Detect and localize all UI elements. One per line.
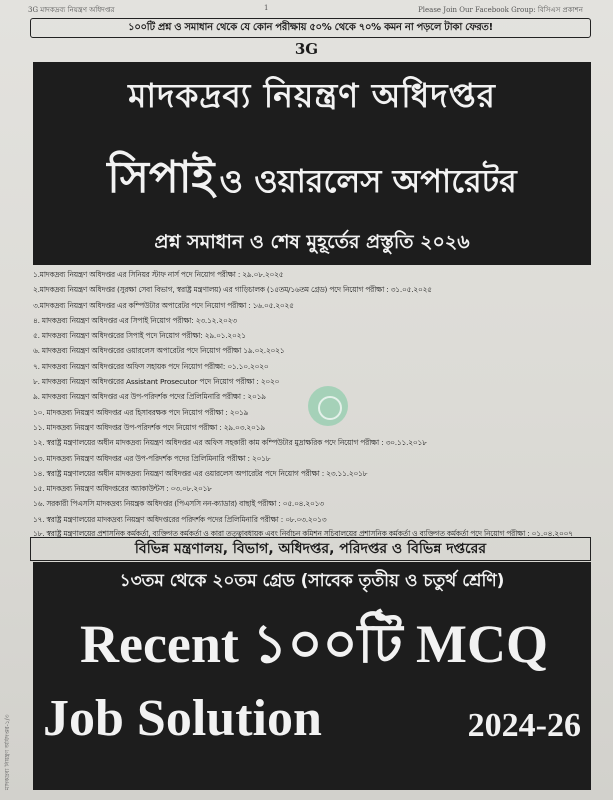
list-item: ১৩. মাদকদ্রব্য নিয়ন্ত্রণ অধিদপ্তর এর উপ-পরিদর্শক পদের প্রিলিমিনারি পরীক্ষা : ২০১৮	[33, 453, 271, 463]
ministries-line: বিভিন্ন মন্ত্রণালয়, বিভাগ, অধিদপ্তর, পরিদপ্তর ও বিভিন্ন দপ্তরের	[30, 537, 591, 561]
page-header	[28, 4, 583, 16]
list-item: ১৮. স্বরাষ্ট্র মন্ত্রণালয়ের প্রশাসনিক কর্মকর্তা, ব্যক্তিগত কর্মকর্তা ও কারা তত্ত্বাবধায়ক এবং নির্বাচন কমিশন সচিবালয়ের প্রশাসনিক কর্মকর্তা ও ব্যক্তিগত কর্মকর্তা পদে নিয়োগ পরীক্ষা : ০১.০৪.২০০৭	[33, 529, 573, 539]
list-item: ১২. স্বরাষ্ট্র মন্ত্রণালয়ের অধীন মাদকদ্রব্য নিয়ন্ত্রণ অধিদপ্তর এর অফিস সহকারী কাম কম্পিউটার মুদ্রাক্ষরিক পদে নিয়োগ পরীক্ষা : ৩০.১১.২০১৮	[33, 438, 427, 448]
list-item: ৪. মাদকদ্রব্য নিয়ন্ত্রণ অধিদপ্তর এর সিপাই নিয়োগ পরীক্ষা: ২৩.১২.২০২৩	[33, 315, 237, 325]
list-item: ১৬. সরকারী পিএসসি মাদকদ্রব্য নিয়ন্ত্রক অধিদপ্তর (পিএসসি নন-ক্যাডার) বাছাই পরীক্ষা : ০৫.০৪.২০১৩	[33, 499, 324, 509]
list-item: ৬. মাদকদ্রব্য নিয়ন্ত্রণ অধিদপ্তরের ওয়ারলেস অপারেটর পদে নিয়োগ পরীক্ষা ১৯.০২.২০২১	[33, 346, 285, 356]
header-left: 3G মাদকদ্রব্য নিয়ন্ত্রণ অধিদপ্তর	[28, 6, 115, 14]
title-posts	[33, 144, 591, 217]
list-item: ৩.মাদকদ্রব্য নিয়ন্ত্রণ অধিদপ্তর এর কম্পিউটার অপারেটর পদে নিয়োগ পরীক্ষা : ১৬.০৫.২০২৫	[33, 300, 294, 310]
header-right: Please Join Our Facebook Group: বিসিএস প্রকাশন	[418, 6, 583, 14]
page-number: 1	[264, 4, 269, 12]
money-back-notice: ১০০টি প্রশ্ন ও সমাধান থেকে যে কোন পরীক্ষায় ৫০% থেকে ৭০% কমন না পড়লে টাকা ফেরত!	[30, 18, 591, 38]
watermark-stamp	[308, 386, 348, 426]
job-solution-heading: Job Solution	[43, 690, 322, 747]
title-post-wireless: ও ওয়ারলেস অপারেটর	[219, 162, 517, 200]
list-item: ৯. মাদকদ্রব্য নিয়ন্ত্রণ অধিদপ্তর এর উপ-পরিদর্শক পদের প্রিলিমিনারি পরীক্ষা : ২০১৯	[33, 392, 266, 402]
list-item: ১.মাদকদ্রব্য নিয়ন্ত্রণ অধিদপ্তর এর সিনিয়র স্টাফ নার্স পদে নিয়োগ পরীক্ষা : ২৯.০৮.২০২৫	[33, 270, 284, 279]
title-banner	[33, 62, 591, 265]
year-range: 2024-26	[467, 707, 581, 744]
list-item: ৫. মাদকদ্রব্য নিয়ন্ত্রণ অধিদপ্তরের সিপাই পদে নিয়োগ পরীক্ষা: ২৯.০১.২০২১	[33, 331, 246, 341]
bottom-banner	[33, 562, 591, 790]
list-item: ২.মাদকদ্রব্য নিয়ন্ত্রণ অধিদপ্তর (সুরক্ষা সেবা বিভাগ, স্বরাষ্ট্র মন্ত্রণালয়) এর গাড়িচালক (১৫তম/১৬তম গ্রেড) পদে নিয়োগ পরীক্ষা : ৩১.০৫.২০২৫	[33, 285, 432, 295]
list-item: ১৭. স্বরাষ্ট্র মন্ত্রণালয়ের মাদকদ্রব্য নিয়ন্ত্রণ অধিদপ্তরের পরিদর্শক পদের প্রিলিমিনারি পরীক্ষা : ০৮.০৩.২০১৩	[33, 514, 327, 524]
title-subtitle: প্রশ্ন সমাধান ও শেষ মুহূর্তের প্রস্তুতি ২০২৬	[154, 231, 470, 253]
list-item: ১৪. স্বরাষ্ট্র মন্ত্রণালয়ের অধীন মাদকদ্রব্য নিয়ন্ত্রণ অধিদপ্তর এর ওয়ারলেস অপারেটর পদে নিয়োগ পরীক্ষা : ২৩.১১.২০১৮	[33, 468, 368, 478]
list-item: ১১. মাদকদ্রব্য নিয়ন্ত্রণ অধিদপ্তর উপ-পরিদর্শক পদে নিয়োগ পরীক্ষা : ২৯.০৩.২০১৯	[33, 422, 265, 432]
title-post-sepoy: সিপাই	[107, 152, 215, 203]
list-item: ৭. মাদকদ্রব্য নিয়ন্ত্রণ অধিদপ্তরের অফিস সহায়ক পদে নিয়োগ পরীক্ষা: ০১.১০.২০২০	[33, 361, 269, 371]
brand-label: 3G	[294, 40, 319, 58]
mcq-heading: Recent ১০০টি MCQ	[79, 614, 548, 674]
list-item: ৮. মাদকদ্রব্য নিয়ন্ত্রণ অধিদপ্তরের Assistant Prosecutor পদে নিয়োগ পরীক্ষা : ২০২০	[33, 377, 280, 387]
grade-range: ১৩তম থেকে ২০তম গ্রেড (সাবেক তৃতীয় ও চতুর্থ শ্রেণি)	[119, 571, 505, 591]
list-item: ১৫. মাদকদ্রব্য নিয়ন্ত্রণ অধিদপ্তরের অ্যাকাউন্টস : ০৩.০৮.২০১৮	[33, 484, 212, 494]
title-department: মাদকদ্রব্য নিয়ন্ত্রণ অধিদপ্তর	[128, 76, 496, 115]
side-margin-text: মাদকদ্রব্য নিয়ন্ত্রণ অধিদপ্তর-১/৩	[4, 714, 11, 790]
list-item: ১০. মাদকদ্রব্য নিয়ন্ত্রণ অধিদপ্তর এর হিসাবরক্ষক পদে নিয়োগ পরীক্ষা : ২০১৯	[33, 407, 249, 417]
